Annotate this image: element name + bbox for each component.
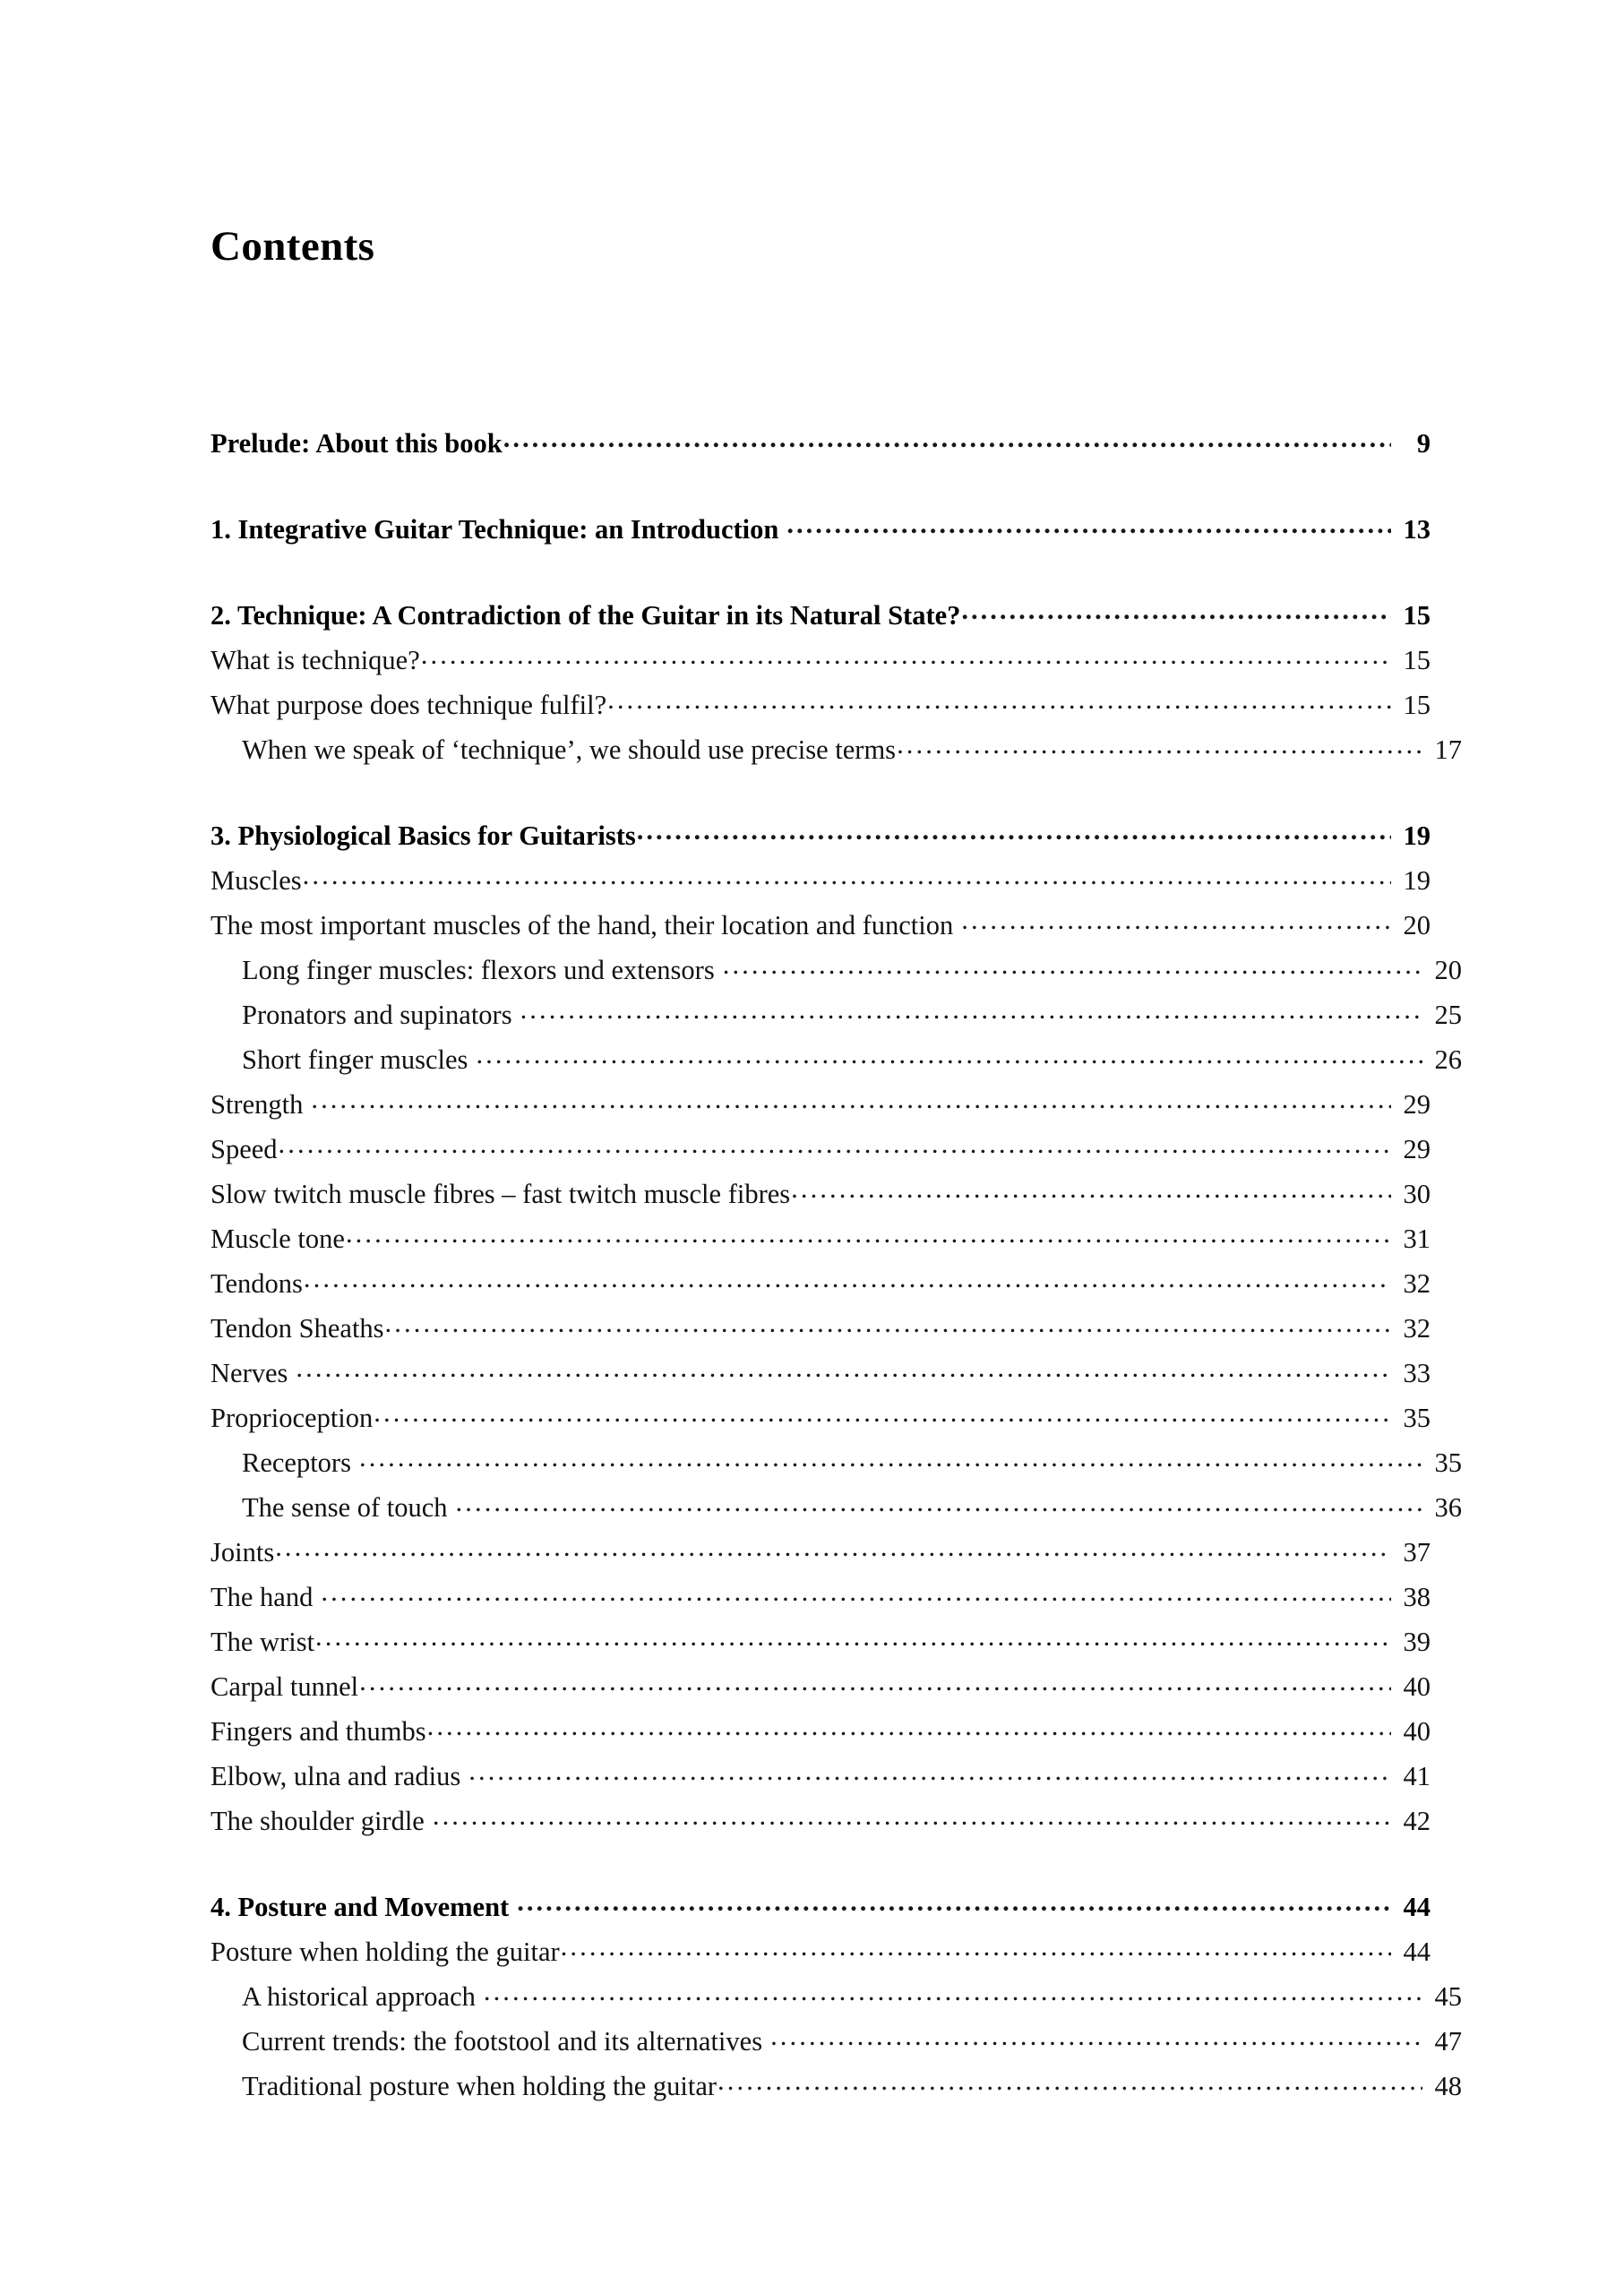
toc-dot-leader: [961, 597, 1391, 624]
toc-entry-page-number: 9: [1416, 427, 1431, 459]
toc-entry-page-number: 17: [1434, 734, 1462, 765]
toc-entry-page-number: 40: [1403, 1670, 1431, 1702]
toc-entry-label: Tendons: [211, 1267, 303, 1299]
toc-entry-page-number: 44: [1403, 1936, 1431, 1967]
toc-entry-page-number: 29: [1403, 1088, 1431, 1120]
toc-entry-page-number: 31: [1403, 1223, 1431, 1254]
toc-entry-label: 2. Technique: A Contradiction of the Guitar in its Natural State?: [211, 599, 961, 631]
toc-entry-page-number: 36: [1434, 1491, 1462, 1523]
toc-dot-leader: [346, 1220, 1391, 1248]
toc-entry[interactable]: [211, 1754, 1431, 1799]
toc-entry-label: Joints: [211, 1536, 275, 1567]
toc-dot-leader: [723, 951, 1422, 979]
toc-entry-page-number: 42: [1403, 1805, 1431, 1836]
toc-entry[interactable]: [211, 1261, 1431, 1306]
toc-entry-label: When we speak of ‘technique’, we should use precise terms: [242, 734, 897, 765]
toc-entry-page-number: 32: [1403, 1312, 1431, 1344]
toc-dot-leader: [484, 1978, 1422, 2005]
toc-entry-label: What purpose does technique fulfil?: [211, 689, 607, 720]
toc-entry[interactable]: [211, 1885, 1431, 1929]
toc-entry-page-number: 15: [1403, 599, 1431, 631]
toc-entry-page-number: 20: [1403, 909, 1431, 940]
toc-entry-page-number: 47: [1434, 2025, 1462, 2057]
toc-dot-leader: [303, 862, 1391, 889]
toc-entry-label: Carpal tunnel: [211, 1670, 359, 1702]
toc-entry-page-number: 35: [1403, 1402, 1431, 1433]
toc-entry[interactable]: [211, 1351, 1431, 1396]
toc-entry-label: Tendon Sheaths: [211, 1312, 384, 1344]
toc-dot-leader: [897, 731, 1422, 759]
toc-entry-page-number: 45: [1434, 1980, 1462, 2012]
toc-dot-leader: [359, 1444, 1422, 1472]
toc-entry-page-number: 48: [1434, 2070, 1462, 2101]
toc-dot-leader: [786, 511, 1391, 538]
toc-entry-page-number: 19: [1403, 820, 1431, 851]
toc-entry[interactable]: [211, 1440, 1462, 1485]
toc-entry[interactable]: [211, 858, 1431, 903]
toc-entry[interactable]: [211, 2019, 1462, 2064]
toc-dot-leader: [607, 686, 1391, 714]
toc-entry-page-number: 25: [1434, 999, 1462, 1030]
toc-entry-list: [211, 421, 1462, 2108]
toc-dot-leader: [456, 1489, 1422, 1516]
toc-entry-label: 4. Posture and Movement: [211, 1891, 510, 1922]
toc-entry-label: Muscles: [211, 864, 302, 896]
toc-entry-label: Speed: [211, 1133, 278, 1164]
toc-entry[interactable]: [211, 1664, 1431, 1709]
toc-entry-page-number: 26: [1434, 1043, 1462, 1075]
toc-entry-label: Prelude: About this book: [211, 427, 503, 459]
toc-dot-leader: [421, 641, 1391, 669]
toc-entry-label: Muscle tone: [211, 1223, 345, 1254]
toc-entry-label: Slow twitch muscle fibres – fast twitch muscle fibres: [211, 1178, 791, 1209]
toc-entry-label: Current trends: the footstool and its alternatives: [242, 2025, 763, 2057]
toc-entry-label: Short finger muscles: [242, 1043, 468, 1075]
toc-entry[interactable]: [211, 507, 1431, 552]
toc-entry-page-number: 29: [1403, 1133, 1431, 1164]
toc-entry-label: Receptors: [242, 1447, 351, 1478]
toc-dot-leader: [520, 996, 1422, 1024]
toc-entry-page-number: 15: [1403, 644, 1431, 675]
toc-entry-label: 1. Integrative Guitar Technique: an Introduction: [211, 513, 779, 545]
toc-entry[interactable]: [211, 903, 1431, 948]
toc-dot-leader: [433, 1802, 1391, 1830]
toc-entry[interactable]: [211, 1929, 1431, 1974]
toc-entry-label: Long finger muscles: flexors und extensors: [242, 954, 715, 985]
toc-dot-leader: [359, 1668, 1391, 1696]
toc-entry[interactable]: [211, 1974, 1462, 2019]
toc-dot-leader: [717, 2067, 1422, 2095]
toc-entry-label: Traditional posture when holding the guitar: [242, 2070, 717, 2101]
toc-entry[interactable]: [211, 638, 1431, 683]
toc-dot-leader: [275, 1533, 1391, 1561]
toc-entry-label: Posture when holding the guitar: [211, 1936, 560, 1967]
toc-entry-label: 3. Physiological Basics for Guitarists: [211, 820, 636, 851]
toc-entry[interactable]: [211, 992, 1462, 1037]
toc-entry-label: The sense of touch: [242, 1491, 448, 1523]
toc-entry[interactable]: [211, 1575, 1431, 1619]
toc-entry-label: The wrist: [211, 1626, 315, 1657]
toc-entry[interactable]: [211, 813, 1431, 858]
toc-entry-page-number: 19: [1403, 864, 1431, 896]
toc-entry-page-number: 40: [1403, 1715, 1431, 1747]
toc-dot-leader: [321, 1578, 1391, 1606]
toc-entry[interactable]: [211, 1172, 1431, 1216]
toc-entry[interactable]: [211, 727, 1462, 772]
toc-entry[interactable]: [211, 593, 1431, 638]
toc-dot-leader: [476, 1041, 1422, 1069]
toc-entry-page-number: 33: [1403, 1357, 1431, 1388]
toc-dot-leader: [304, 1265, 1391, 1292]
toc-entry[interactable]: [211, 1127, 1431, 1172]
toc-entry-label: A historical approach: [242, 1980, 476, 2012]
toc-entry-page-number: 38: [1403, 1581, 1431, 1612]
toc-entry-page-number: 37: [1403, 1536, 1431, 1567]
toc-entry-page-number: 20: [1434, 954, 1462, 985]
toc-entry-label: Nerves: [211, 1357, 288, 1388]
toc-dot-leader: [468, 1757, 1391, 1785]
toc-entry[interactable]: [211, 2064, 1462, 2108]
toc-entry-page-number: 35: [1434, 1447, 1462, 1478]
toc-entry-label: Pronators and supinators: [242, 999, 512, 1030]
toc-entry-label: What is technique?: [211, 644, 420, 675]
toc-dot-leader: [517, 1888, 1391, 1916]
toc-dot-leader: [637, 817, 1391, 845]
toc-dot-leader: [770, 2022, 1422, 2050]
toc-dot-leader: [561, 1933, 1391, 1961]
toc-dot-leader: [279, 1130, 1391, 1158]
toc-entry[interactable]: [211, 1396, 1431, 1440]
toc-entry-label: Elbow, ulna and radius: [211, 1760, 461, 1791]
table-of-contents: [211, 223, 1462, 2108]
toc-dot-leader: [315, 1623, 1391, 1651]
toc-dot-leader: [427, 1713, 1391, 1740]
toc-entry[interactable]: [211, 1216, 1431, 1261]
page-title: Contents: [211, 223, 375, 270]
toc-entry[interactable]: [211, 1037, 1462, 1082]
toc-entry-page-number: 39: [1403, 1626, 1431, 1657]
toc-dot-leader: [385, 1310, 1391, 1337]
toc-dot-leader: [961, 906, 1391, 934]
toc-entry[interactable]: [211, 421, 1431, 466]
toc-entry[interactable]: [211, 1306, 1431, 1351]
toc-dot-leader: [311, 1086, 1391, 1113]
toc-dot-leader: [296, 1354, 1391, 1382]
toc-entry-page-number: 15: [1403, 689, 1431, 720]
toc-entry-page-number: 13: [1403, 513, 1431, 545]
toc-entry[interactable]: [211, 1082, 1431, 1127]
toc-entry[interactable]: [211, 1530, 1431, 1575]
toc-dot-leader: [374, 1399, 1391, 1427]
toc-entry-page-number: 41: [1403, 1760, 1431, 1791]
toc-entry[interactable]: [211, 1709, 1431, 1754]
toc-entry-label: The hand: [211, 1581, 314, 1612]
toc-entry[interactable]: [211, 1799, 1431, 1843]
toc-dot-leader: [791, 1175, 1391, 1203]
toc-entry-label: Strength: [211, 1088, 304, 1120]
toc-entry-page-number: 30: [1403, 1178, 1431, 1209]
toc-entry-page-number: 32: [1403, 1267, 1431, 1299]
toc-entry[interactable]: [211, 948, 1462, 992]
toc-entry-label: Fingers and thumbs: [211, 1715, 426, 1747]
toc-entry-label: Proprioception: [211, 1402, 374, 1433]
toc-entry-page-number: 44: [1403, 1891, 1431, 1922]
toc-dot-leader: [503, 425, 1391, 452]
toc-entry-label: The shoulder girdle: [211, 1805, 425, 1836]
toc-entry[interactable]: [211, 683, 1431, 727]
toc-entry[interactable]: [211, 1619, 1431, 1664]
toc-entry[interactable]: [211, 1485, 1462, 1530]
toc-entry-label: The most important muscles of the hand, their location and function: [211, 909, 954, 940]
